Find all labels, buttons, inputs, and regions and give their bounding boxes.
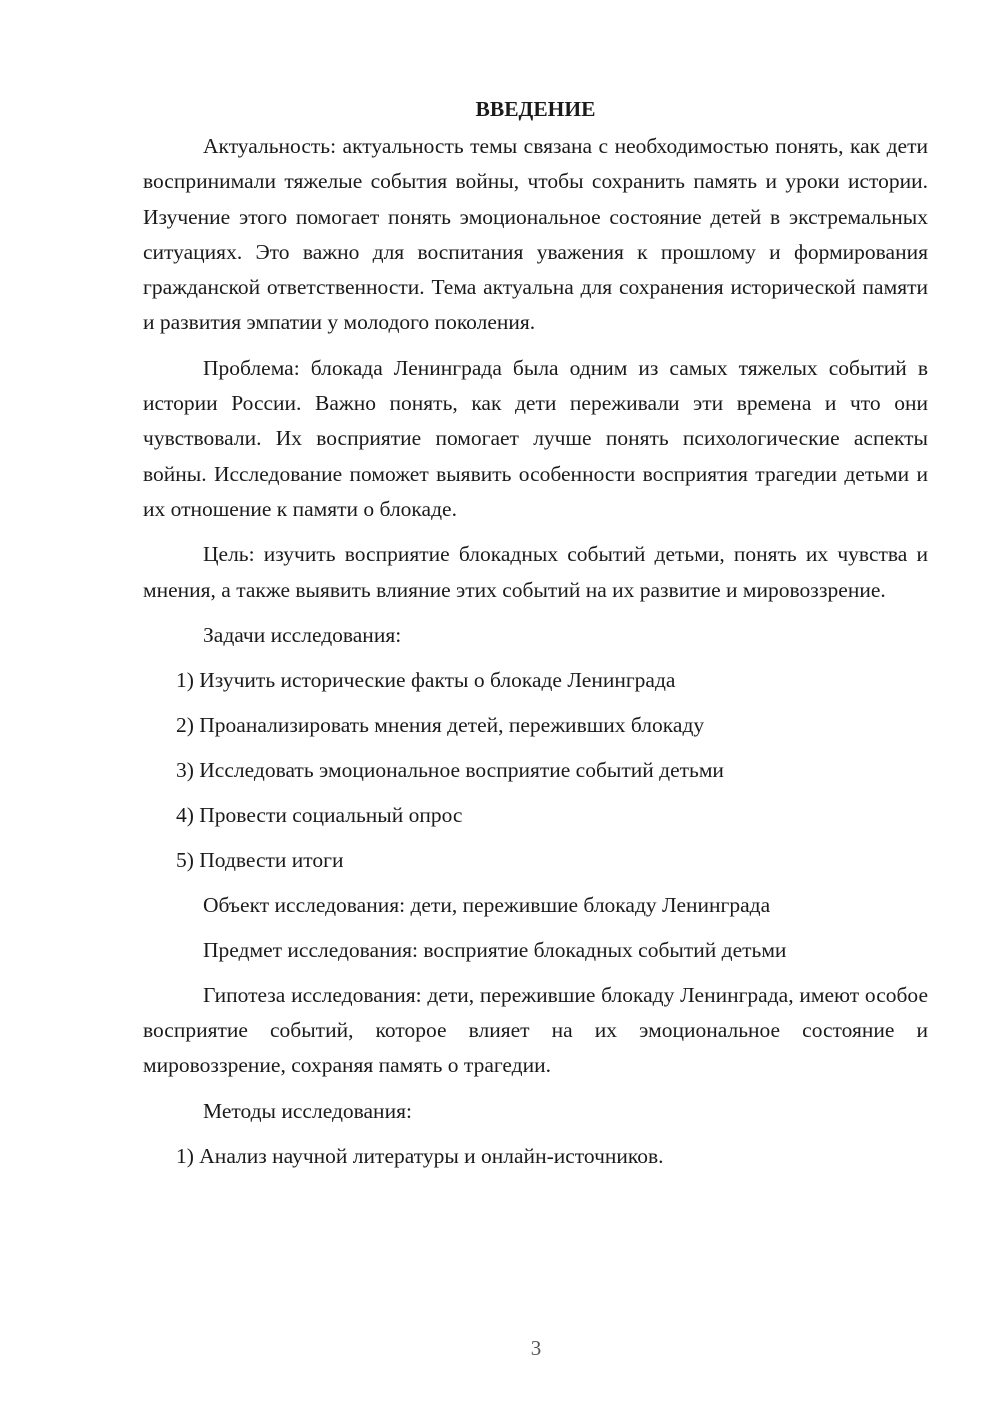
task-item-1: 1) Изучить исторические факты о блокаде Ленинграда — [176, 667, 676, 692]
task-item-3: 3) Исследовать эмоциональное восприятие событий детьми — [176, 757, 724, 782]
document-page — [143, 92, 928, 1174]
tasks-heading: Задачи исследования: — [203, 622, 402, 647]
page-title: ВВЕДЕНИЕ — [475, 97, 596, 121]
problem-paragraph: Проблема: блокада Ленинграда была одним из самых тяжелых событий в истории России. Важно понять, как дети переживали эти времена и что они чувствовали. Их восприятие помогает лучше понять психологические аспекты войны. Исследование поможет выявить особенности восприятия трагедии детьми и их отношение к памяти о блокаде. — [143, 355, 928, 521]
research-subject: Предмет исследования: восприятие блокадных событий детьми — [203, 937, 787, 962]
method-item-1: 1) Анализ научной литературы и онлайн-источников. — [176, 1143, 664, 1168]
hypothesis-paragraph: Гипотеза исследования: дети, пережившие блокаду Ленинграда, имеют особое восприятие событий, которое влияет на их эмоциональное состояние и мировоззрение, сохраняя память о трагедии. — [143, 982, 928, 1078]
page-number: 3 — [530, 1336, 542, 1360]
task-item-2: 2) Проанализировать мнения детей, переживших блокаду — [176, 712, 705, 737]
task-item-4: 4) Провести социальный опрос — [176, 802, 463, 827]
goal-paragraph: Цель: изучить восприятие блокадных событий детьми, понять их чувства и мнения, а также выявить влияние этих событий на их развитие и мировоззрение. — [143, 542, 928, 602]
methods-heading: Методы исследования: — [203, 1098, 412, 1123]
task-item-5: 5) Подвести итоги — [176, 847, 344, 872]
research-object: Объект исследования: дети, пережившие блокаду Ленинграда — [203, 892, 771, 917]
relevance-paragraph: Актуальность: актуальность темы связана с необходимостью понять, как дети воспринимали тяжелые события войны, чтобы сохранить память и уроки истории. Изучение этого помогает понять эмоциональное состояние детей в экстремальных ситуациях. Это важно для воспитания уважения к прошлому и формирования гражданской ответственности. Тема актуальна для сохранения исторической памяти и развития эмпатии у молодого поколения. — [143, 134, 928, 335]
